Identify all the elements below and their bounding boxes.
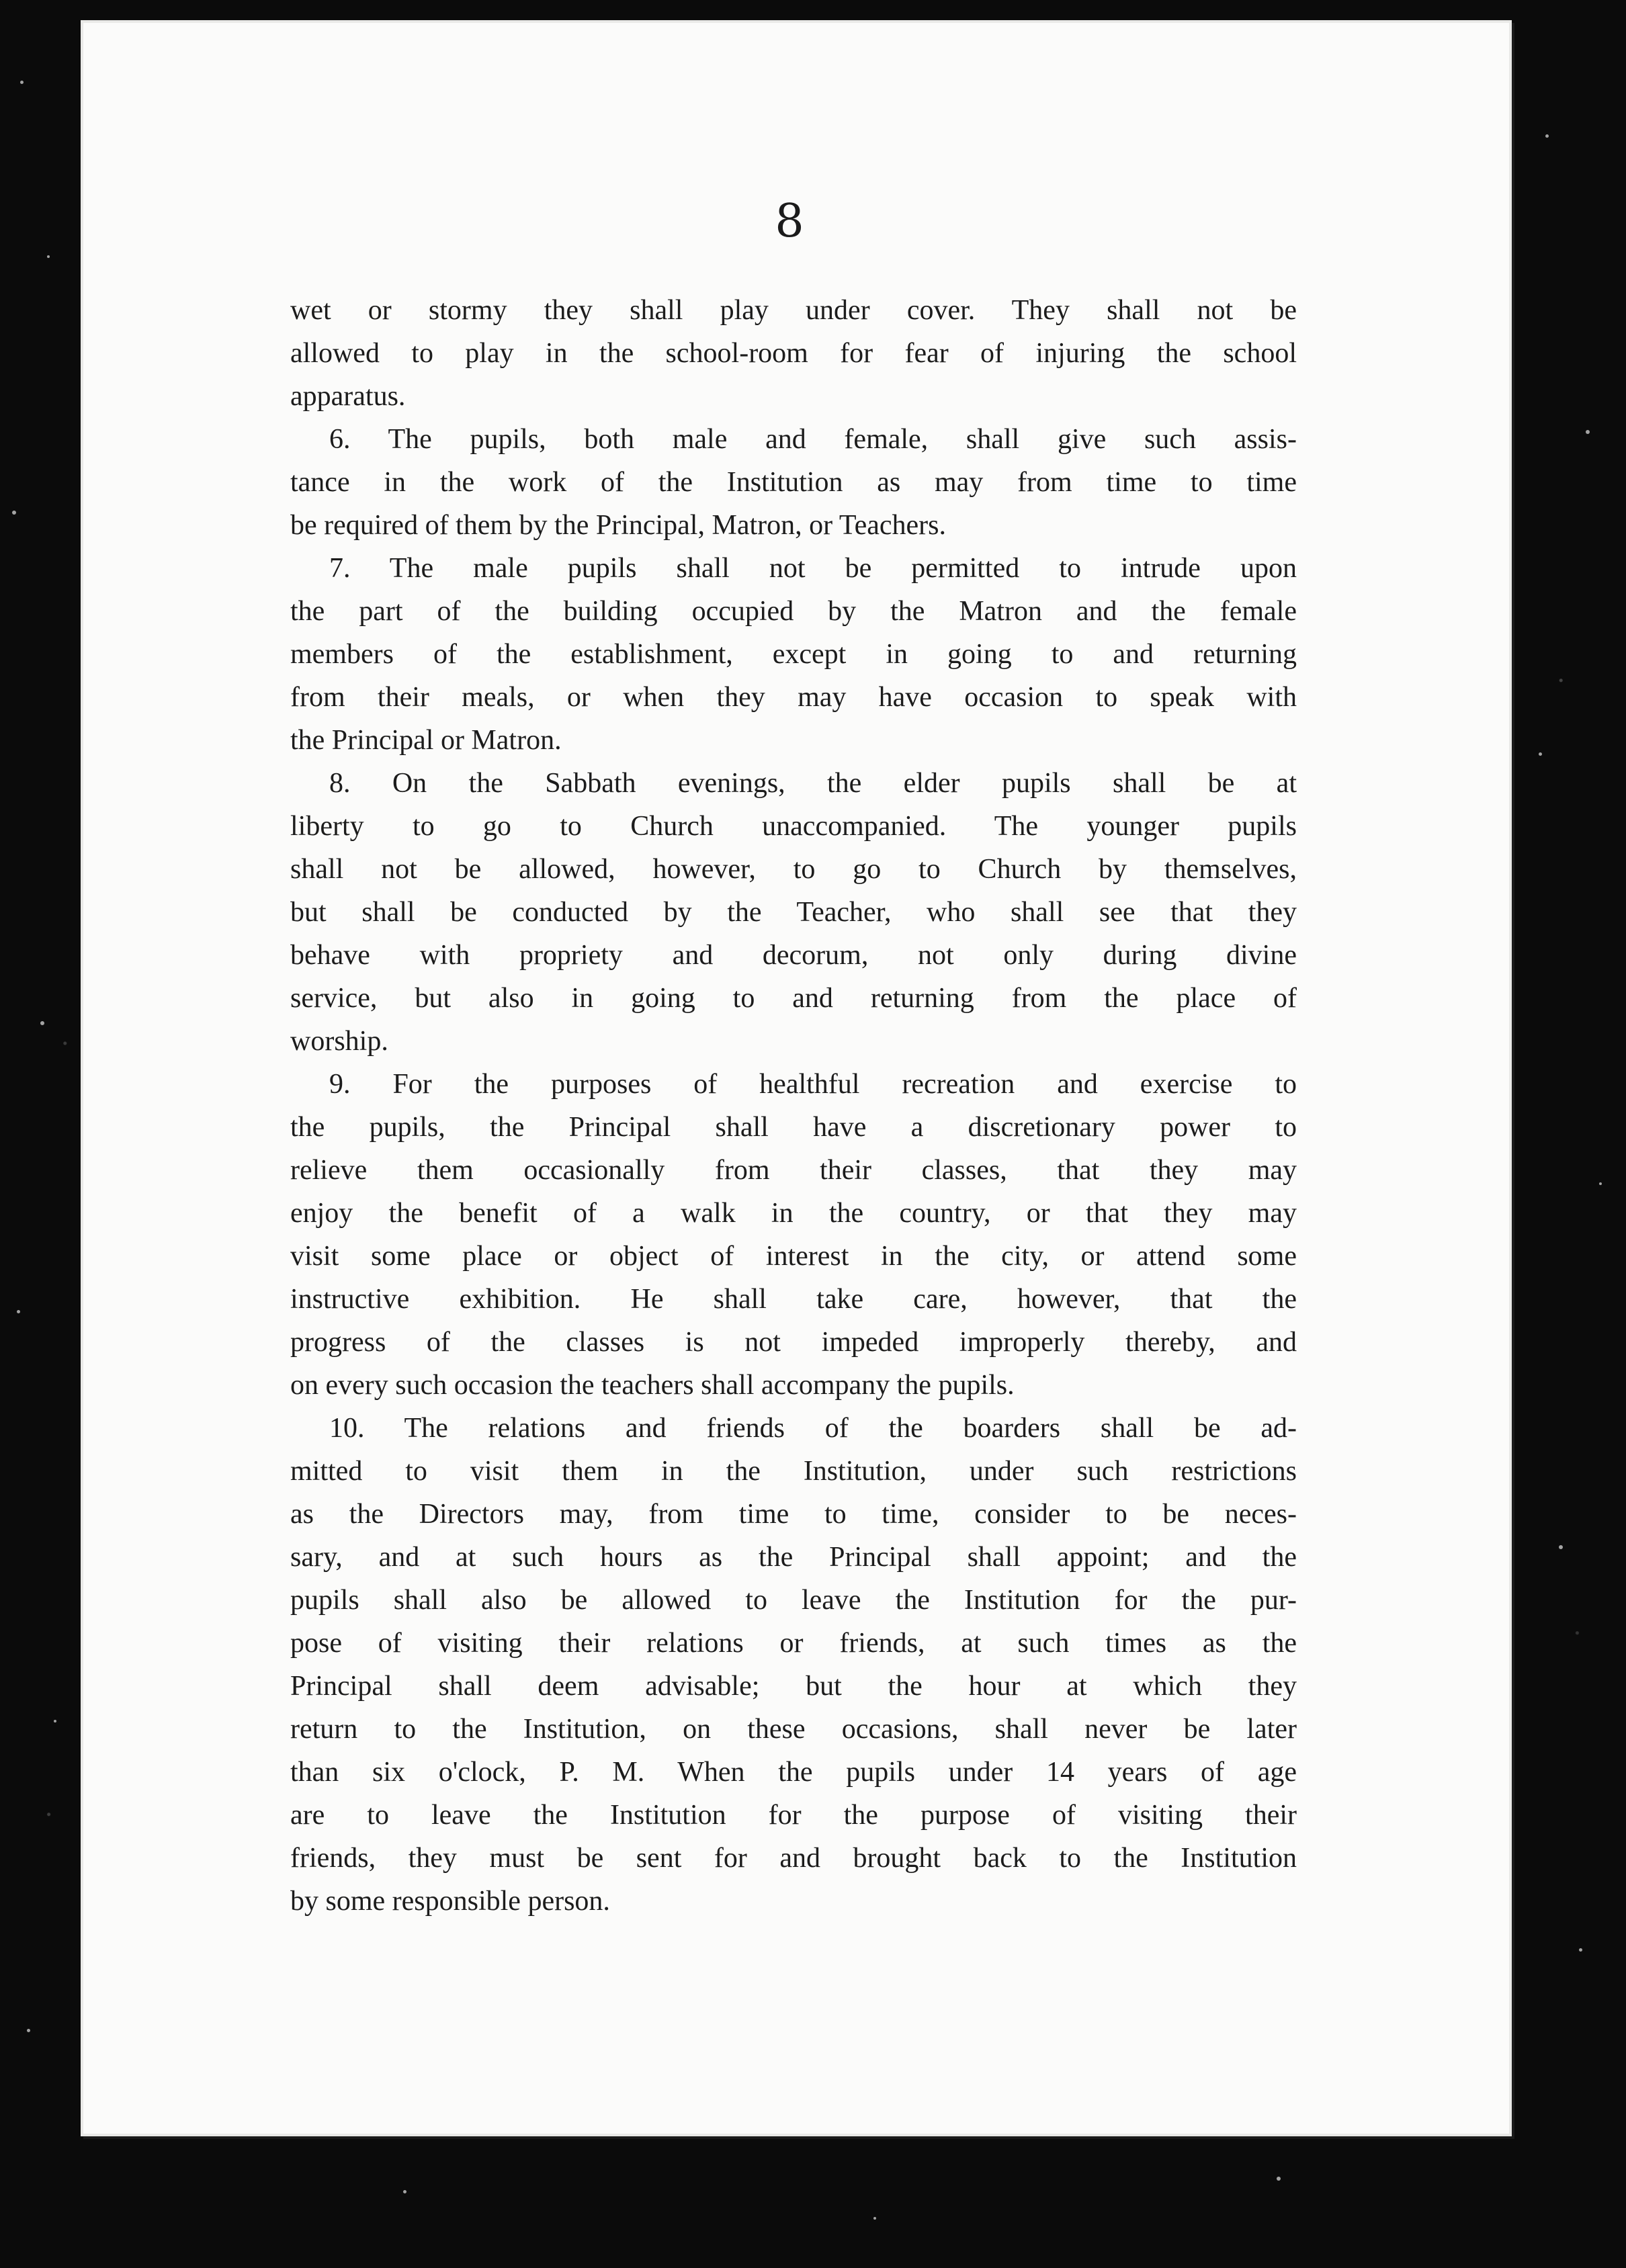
text-line: allowed to play in the school-room for fear of injuring the school bbox=[290, 338, 1297, 369]
dust-speck bbox=[27, 2029, 30, 2032]
text-line: on every such occasion the teachers shall accompany the pupils. bbox=[290, 1370, 1015, 1401]
text-line: progress of the classes is not impeded improperly thereby, and bbox=[290, 1327, 1297, 1358]
dust-speck bbox=[1586, 430, 1590, 434]
text-line: shall not be allowed, however, to go to Church by themselves, bbox=[290, 854, 1297, 885]
text-line: the part of the building occupied by the Matron and the female bbox=[290, 596, 1297, 627]
text-line: friends, they must be sent for and brought back to the Institution bbox=[290, 1843, 1297, 1874]
text-line: Principal shall deem advisable; but the hour at which they bbox=[290, 1671, 1297, 1702]
text-line: as the Directors may, from time to time, consider to be neces- bbox=[290, 1499, 1297, 1530]
text-line: mitted to visit them in the Institution, under such restrictions bbox=[290, 1456, 1297, 1487]
dust-speck bbox=[1599, 1182, 1602, 1185]
dust-speck bbox=[20, 81, 24, 84]
dust-speck bbox=[1539, 752, 1542, 756]
dust-speck bbox=[403, 2190, 406, 2193]
text-line: be required of them by the Principal, Matron, or Teachers. bbox=[290, 510, 946, 541]
dust-speck bbox=[1559, 1545, 1563, 1549]
text-line: members of the establishment, except in going to and returning bbox=[290, 639, 1297, 670]
dust-speck bbox=[40, 1021, 44, 1025]
dust-speck bbox=[1579, 1948, 1582, 1952]
text-line: by some responsible person. bbox=[290, 1886, 610, 1917]
text-line: service, but also in going to and returning from the place of bbox=[290, 983, 1297, 1014]
text-line: apparatus. bbox=[290, 381, 406, 412]
page-number: 8 bbox=[775, 195, 804, 248]
rule-8-first-line: 8. On the Sabbath evenings, the elder pupils shall be at bbox=[329, 768, 1297, 799]
text-line: pose of visiting their relations or friends, at such times as the bbox=[290, 1628, 1297, 1659]
text-line: sary, and at such hours as the Principal shall appoint; and the bbox=[290, 1542, 1297, 1573]
text-line: from their meals, or when they may have occasion to speak with bbox=[290, 682, 1297, 713]
text-line: return to the Institution, on these occasions, shall never be later bbox=[290, 1714, 1297, 1745]
dust-speck bbox=[54, 1720, 56, 1722]
dust-speck bbox=[1545, 134, 1549, 138]
text-line: enjoy the benefit of a walk in the country, or that they may bbox=[290, 1198, 1297, 1229]
text-line: than six o'clock, P. M. When the pupils under 14 years of age bbox=[290, 1757, 1297, 1788]
text-line: tance in the work of the Institution as may from time to time bbox=[290, 467, 1297, 498]
dust-speck bbox=[12, 511, 16, 515]
rule-6-first-line: 6. The pupils, both male and female, shall give such assis- bbox=[329, 424, 1297, 455]
dust-speck bbox=[873, 2217, 876, 2220]
text-line: pupils shall also be allowed to leave the Institution for the pur- bbox=[290, 1585, 1297, 1616]
dust-speck bbox=[17, 1310, 20, 1313]
rule-9-first-line: 9. For the purposes of healthful recreation and exercise to bbox=[329, 1069, 1297, 1100]
text-line: relieve them occasionally from their classes, that they may bbox=[290, 1155, 1297, 1186]
text-line: but shall be conducted by the Teacher, who shall see that they bbox=[290, 897, 1297, 928]
text-line: wet or stormy they shall play under cover. They shall not be bbox=[290, 295, 1297, 326]
text-line: are to leave the Institution for the purpose of visiting their bbox=[290, 1800, 1297, 1831]
text-line: the Principal or Matron. bbox=[290, 725, 562, 756]
text-line: worship. bbox=[290, 1026, 388, 1057]
text-line: instructive exhibition. He shall take care, however, that the bbox=[290, 1284, 1297, 1315]
dust-speck bbox=[1277, 2177, 1281, 2181]
page-body-text bbox=[290, 289, 1297, 1923]
text-line: visit some place or object of interest in the city, or attend some bbox=[290, 1241, 1297, 1272]
text-line: liberty to go to Church unaccompanied. The younger pupils bbox=[290, 811, 1297, 842]
rule-10-first-line: 10. The relations and friends of the boarders shall be ad- bbox=[329, 1413, 1297, 1444]
dust-speck bbox=[47, 255, 50, 258]
rule-7-first-line: 7. The male pupils shall not be permitted to intrude upon bbox=[329, 553, 1297, 584]
text-line: behave with propriety and decorum, not only during divine bbox=[290, 940, 1297, 971]
text-line: the pupils, the Principal shall have a discretionary power to bbox=[290, 1112, 1297, 1143]
